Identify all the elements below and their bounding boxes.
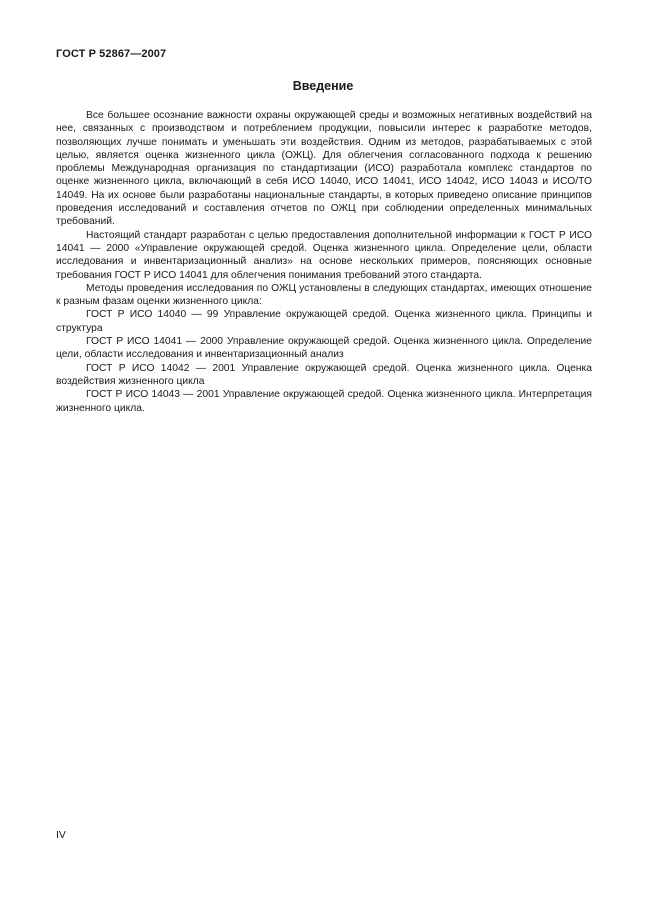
standard-ref-14042: ГОСТ Р ИСО 14042 — 2001 Управление окружающей средой. Оценка жизненного цикла. Оценка воздействия жизненного цикла [56, 362, 592, 387]
paragraph-purpose: Настоящий стандарт разработан с целью предоставления дополнительной информации к ГОСТ Р ИСО 14041 — 2000 «Управление окружающей средой. Оценка жизненного цикла. Определение цели, области исследования и инвентаризационный анализ» на основе нескольких примеров, поясняющих основные требования ГОСТ Р ИСО 14041 для облегчения понимания требований этого стандарта. [56, 229, 592, 281]
paragraph-methods: Методы проведения исследования по ОЖЦ установлены в следующих стандартах, имеющих отношение к разным фазам оценки жизненного цикла: [56, 282, 592, 308]
standard-ref-14040: ГОСТ Р ИСО 14040 — 99 Управление окружающей средой. Оценка жизненного цикла. Принципы и структура [56, 309, 592, 334]
page-number: IV [56, 829, 66, 841]
paragraph-awareness: Все большее осознание важности охраны окружающей среды и возможных негативных воздействий на нее, связанных с производством и потреблением продукции, повысили интерес к разработке методов, позволяющих лучше понимать и уменьшать эти воздействия. Одним из методов, разрабатываемых с этой целью, является оценка жизненного цикла (ОЖЦ). Для облегчения согласованного подхода к решению проблемы Международная организация по стандартизации (ИСО) разработала комплекс стандартов по оценке жизненного цикла, включающий в себя ИСО 14040, ИСО 14041, ИСО 14042, ИСО 14043 и ИСО/ТО 14049. На их основе были разработаны национальные стандарты, в которых приведено описание принципов проведения исследований и составления отчетов по ОЖЦ при соблюдении определенных минимальных требований. [56, 110, 592, 228]
document-code: ГОСТ Р 52867—2007 [56, 48, 167, 60]
standard-ref-14043: ГОСТ Р ИСО 14043 — 2001 Управление окружающей средой. Оценка жизненного цикла. Интерпретация жизненного цикла. [56, 389, 592, 414]
standard-ref-14041: ГОСТ Р ИСО 14041 — 2000 Управление окружающей средой. Оценка жизненного цикла. Определение цели, области исследования и инвентаризационный анализ [56, 336, 592, 361]
introduction-body [56, 109, 592, 415]
section-title: Введение [292, 79, 354, 93]
